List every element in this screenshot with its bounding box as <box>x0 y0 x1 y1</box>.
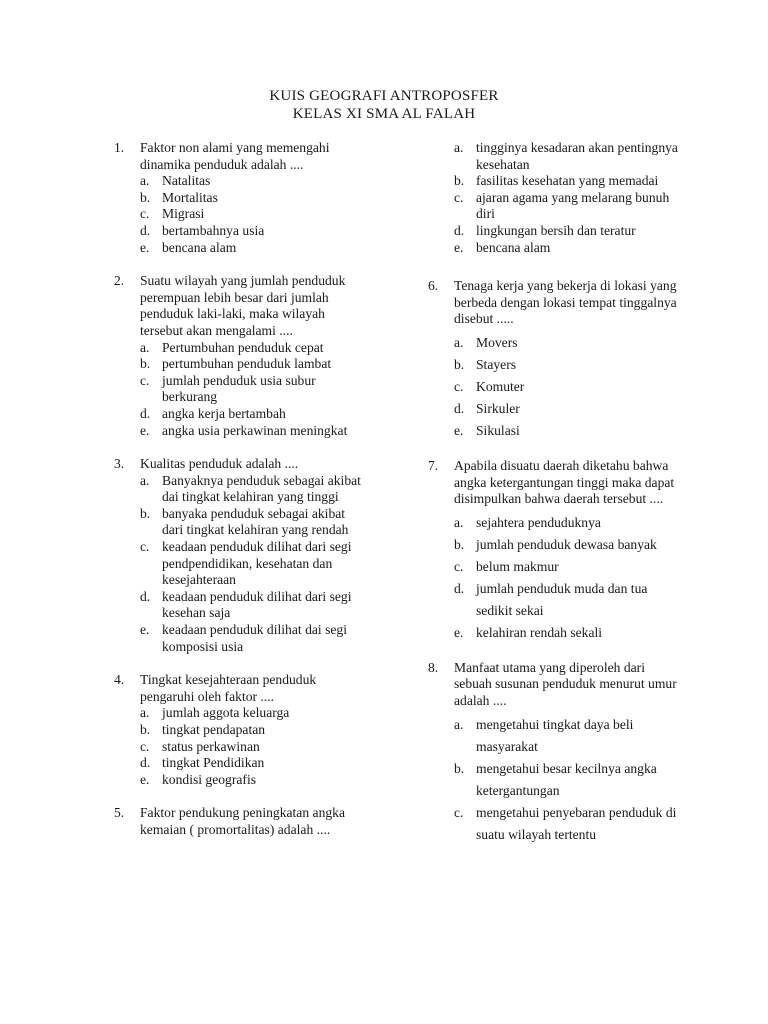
option[interactable] <box>140 722 364 739</box>
question-number: 8. <box>428 659 439 675</box>
option-letter: a. <box>140 705 150 721</box>
option[interactable] <box>140 506 364 539</box>
option-letter: e. <box>454 624 464 640</box>
option-letter: c. <box>454 189 464 205</box>
option-text: ajaran agama yang melarang bunuh diri <box>476 189 670 222</box>
option-text: Komuter <box>476 378 525 394</box>
option[interactable] <box>454 802 678 846</box>
option-text: sejahtera penduduknya <box>476 514 601 530</box>
question-3 <box>114 456 364 655</box>
option-text: jumlah penduduk muda dan tua sedikit sekai <box>476 580 648 618</box>
option[interactable] <box>140 423 364 440</box>
option[interactable] <box>454 714 678 758</box>
option[interactable] <box>140 705 364 722</box>
question-number: 1. <box>114 140 125 155</box>
option[interactable] <box>454 534 678 556</box>
option[interactable] <box>140 755 364 772</box>
option-text: tingkat Pendidikan <box>162 755 265 771</box>
question-text: Manfaat utama yang diperoleh dari sebuah susunan penduduk menurut umur adalah .... <box>454 659 677 708</box>
option[interactable] <box>140 406 364 423</box>
question-text: Apabila disuatu daerah diketahu bahwa angka ketergantungan tinggi maka dapat disimpulkan bahwa daerah tersebut .... <box>454 457 675 507</box>
option-text: Natalitas <box>162 173 211 189</box>
question-7 <box>428 458 678 644</box>
option-text: jumlah penduduk dewasa banyak <box>476 536 657 552</box>
option-letter: d. <box>140 405 151 421</box>
question-number: 7. <box>428 457 439 473</box>
option-text: fasilitas kesehatan yang memadai <box>476 173 659 189</box>
option-text: status perkawinan <box>162 738 260 754</box>
question-6 <box>428 278 678 442</box>
question-number: 3. <box>114 456 125 472</box>
option[interactable] <box>454 420 678 442</box>
option-text: pertumbuhan penduduk lambat <box>162 356 332 372</box>
option-letter: c. <box>140 539 150 555</box>
option-letter: a. <box>454 334 464 350</box>
option-letter: d. <box>140 755 151 771</box>
option-letter: b. <box>454 536 465 552</box>
question-text: Faktor non alami yang memengahi dinamika penduduk adalah .... <box>140 140 330 172</box>
option[interactable] <box>140 173 364 190</box>
question-number: 2. <box>114 273 125 289</box>
option-letter: b. <box>454 356 465 372</box>
option[interactable] <box>454 190 678 223</box>
question-2 <box>114 273 364 439</box>
option-letter: d. <box>454 222 465 238</box>
question-5 <box>114 805 364 838</box>
option[interactable] <box>140 739 364 756</box>
right-column <box>428 140 678 846</box>
option-letter: e. <box>454 422 464 438</box>
option-text: jumlah aggota keluarga <box>162 705 290 721</box>
option-letter: a. <box>454 514 464 530</box>
option-letter: a. <box>140 472 150 488</box>
option-text: tingginya kesadaran akan pentingnya kesehatan <box>476 140 678 172</box>
option-text: angka kerja bertambah <box>162 405 286 421</box>
option-text: banyaka penduduk sebagai akibat dari tingkat kelahiran yang rendah <box>162 505 349 538</box>
option-text: Banyaknya penduduk sebagai akibat dai tingkat kelahiran yang tinggi <box>162 472 361 505</box>
option[interactable] <box>140 622 364 655</box>
question-8 <box>428 660 678 846</box>
question-number: 6. <box>428 278 439 294</box>
question-text: Tenaga kerja yang bekerja di lokasi yang berbeda dengan lokasi tempat tinggalnya disebut ..... <box>454 278 677 327</box>
option[interactable] <box>140 190 364 207</box>
option-text: Mortalitas <box>162 189 218 205</box>
option-letter: c. <box>454 804 464 820</box>
option-text: lingkungan bersih dan teratur <box>476 222 636 238</box>
question-text: Faktor pendukung peningkatan angka kemaian ( promortalitas) adalah .... <box>140 805 345 837</box>
option-letter: a. <box>140 173 150 189</box>
option[interactable] <box>454 376 678 398</box>
left-column <box>114 140 364 839</box>
option[interactable] <box>454 240 678 257</box>
option-letter: c. <box>140 738 150 754</box>
option[interactable] <box>454 354 678 376</box>
option-letter: a. <box>454 716 464 732</box>
question-number: 4. <box>114 672 125 688</box>
option-text: keadaan penduduk dilihat dai segi komposisi usia <box>162 622 347 654</box>
option-letter: e. <box>140 239 150 255</box>
option-text: tingkat pendapatan <box>162 722 266 737</box>
option-text: keadaan penduduk dilihat dari segi kesehan saja <box>162 588 352 621</box>
option-text: keadaan penduduk dilihat dari segi pendpendidikan, kesehatan dan kesejahteraan <box>162 539 352 588</box>
option[interactable] <box>454 622 678 644</box>
option[interactable] <box>140 206 364 223</box>
option[interactable] <box>140 539 364 589</box>
option[interactable] <box>454 140 678 173</box>
option-letter: a. <box>140 339 150 355</box>
option-letter: e. <box>140 622 150 638</box>
option-text: Sikulasi <box>476 422 520 438</box>
option-text: mengetahui penyebaran penduduk di suatu wilayah tertentu <box>476 804 677 842</box>
option[interactable] <box>140 223 364 240</box>
option-letter: c. <box>454 378 464 394</box>
question-text: Tingkat kesejahteraan penduduk pengaruhi oleh faktor .... <box>140 672 317 704</box>
option-text: kondisi geografis <box>162 771 257 787</box>
option-letter: b. <box>140 189 151 205</box>
option-letter: b. <box>140 722 151 737</box>
question-5-options <box>428 140 678 256</box>
option-text: Sirkuler <box>476 400 520 416</box>
option[interactable] <box>140 772 364 789</box>
question-text: Suatu wilayah yang jumlah penduduk perempuan lebih besar dari jumlah penduduk laki-laki, maka wilayah tersebut akan mengalami .... <box>140 273 346 338</box>
option[interactable] <box>140 340 364 357</box>
option-letter: e. <box>140 771 150 787</box>
option[interactable] <box>140 473 364 506</box>
question-text: Kualitas penduduk adalah .... <box>140 456 299 472</box>
option-letter: d. <box>140 222 151 238</box>
option-text: bertambahnya usia <box>162 222 265 238</box>
option-letter: b. <box>140 356 151 372</box>
option-letter: c. <box>140 372 150 388</box>
option[interactable] <box>454 223 678 240</box>
option-text: angka usia perkawinan meningkat <box>162 422 348 438</box>
option-letter: b. <box>454 173 465 189</box>
option-text: Migrasi <box>162 206 205 222</box>
option-letter: e. <box>140 422 150 438</box>
option-text: Movers <box>476 334 518 350</box>
option-text: kelahiran rendah sekali <box>476 624 603 640</box>
option-text: mengetahui besar kecilnya angka ketergantungan <box>476 760 657 798</box>
option-letter: e. <box>454 239 464 255</box>
option[interactable] <box>454 512 678 534</box>
option-letter: b. <box>140 505 151 521</box>
option-text: Pertumbuhan penduduk cepat <box>162 339 324 355</box>
option[interactable] <box>140 356 364 373</box>
option[interactable] <box>140 589 364 622</box>
option[interactable] <box>454 173 678 190</box>
option-letter: c. <box>140 206 150 222</box>
option-text: mengetahui tingkat daya beli masyarakat <box>476 716 634 754</box>
option-text: bencana alam <box>162 239 237 255</box>
option[interactable] <box>140 373 364 406</box>
question-number: 5. <box>114 805 125 821</box>
quiz-subtitle: KELAS XI SMA AL FALAH <box>292 106 476 122</box>
option-letter: d. <box>454 400 465 416</box>
option-letter: d. <box>454 580 465 596</box>
option[interactable] <box>454 556 678 578</box>
quiz-title: KUIS GEOGRAFI ANTROPOSFER <box>269 88 499 104</box>
option[interactable] <box>454 398 678 420</box>
option[interactable] <box>140 240 364 257</box>
option[interactable] <box>454 578 678 622</box>
question-4 <box>114 672 364 788</box>
option-text: belum makmur <box>476 558 559 574</box>
option[interactable] <box>454 332 678 354</box>
option[interactable] <box>454 758 678 802</box>
option-text: jumlah penduduk usia subur berkurang <box>162 372 316 405</box>
option-letter: d. <box>140 588 151 604</box>
option-text: Stayers <box>476 356 517 372</box>
option-letter: b. <box>454 760 465 776</box>
question-1 <box>114 140 364 256</box>
option-text: bencana alam <box>476 239 551 255</box>
option-letter: c. <box>454 558 464 574</box>
option-letter: a. <box>454 140 464 155</box>
